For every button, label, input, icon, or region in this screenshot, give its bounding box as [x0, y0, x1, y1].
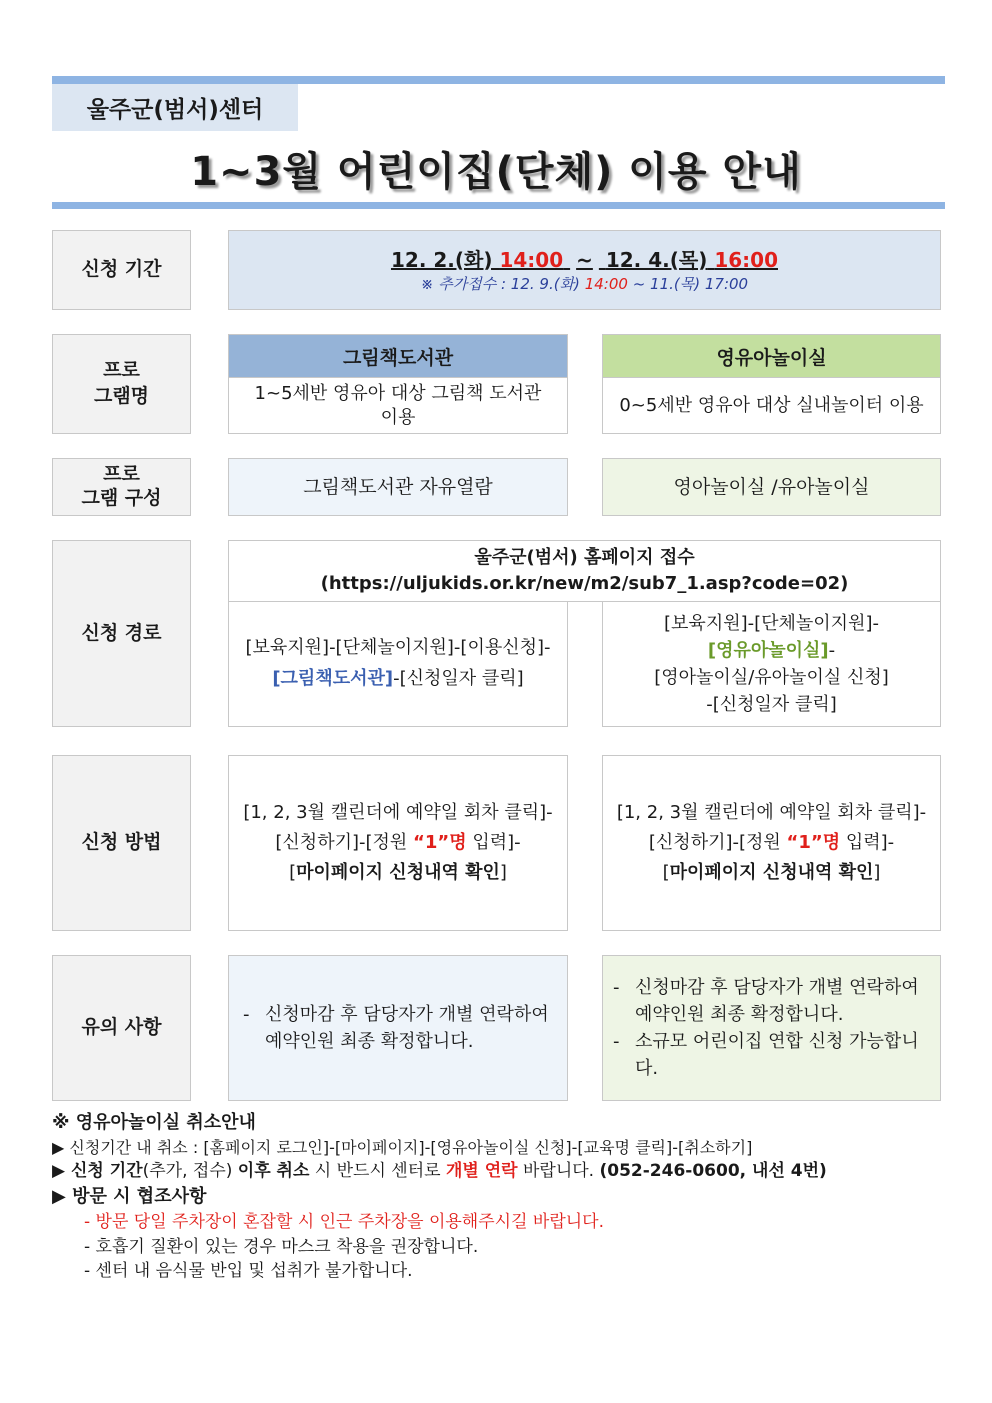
notice-playroom-box — [602, 955, 941, 1101]
period-tilde: ~ — [576, 247, 593, 272]
playroom-desc — [602, 377, 941, 434]
period-start-time: 14:00 — [499, 247, 564, 272]
cancel-heading: ※ 영유아놀이실 취소안내 — [52, 1112, 256, 1133]
cancel-line-1: ▶ 신청기간 내 취소 : [홈페이지 로그인]-[마이페이지]-[영유아놀이실 신청]-[교육명 클릭]-[취소하기] — [52, 1138, 753, 1158]
center-name-tag: 울주군(범서)센터 — [52, 84, 298, 131]
playroom-config — [602, 458, 941, 516]
page-title: 1~3월 어린이집(단체) 이용 안내 — [190, 149, 802, 195]
method-library-line1: [1, 2, 3월 캘린더에 예약일 회차 클릭]- — [243, 802, 553, 824]
top-accent-bar — [52, 76, 945, 84]
route-homepage-title: 울주군(범서) 홈페이지 접수 — [474, 546, 695, 568]
cancel-line-2-a: ▶ 신청 기간 — [52, 1161, 143, 1182]
playroom-desc-text: 0~5세반 영유아 대상 실내놀이터 이용 — [619, 394, 924, 416]
playroom-header: 영유아놀이실 — [602, 334, 941, 378]
period-end-date: 12. 4.(목) — [605, 247, 708, 272]
period-extra — [421, 274, 748, 295]
cancel-line-2-d: 시 반드시 센터로 — [309, 1161, 446, 1182]
library-desc — [228, 377, 568, 434]
cancel-line-2-f: 바랍니다. — [517, 1161, 600, 1182]
visit-item-food: - 센터 내 음식물 반입 및 섭취가 불가합니다. — [84, 1261, 413, 1282]
library-header: 그림책도서관 — [228, 334, 568, 378]
notice-dash: - — [613, 1031, 620, 1052]
route-library-rest: -[신청일자 클릭] — [393, 668, 524, 689]
visit-item-mask: - 호흡기 질환이 있는 경우 마스크 착용을 권장합니다. — [84, 1236, 479, 1257]
cancel-line-2 — [52, 1159, 952, 1184]
route-playroom-line3: [영아놀이실/유아놀이실 신청] — [654, 667, 889, 688]
cancel-line-2-b: (추가, 접수) — [142, 1161, 238, 1182]
visit-list — [52, 1210, 952, 1284]
period-end-time: 16:00 — [714, 247, 778, 272]
method-playroom-line3-pre: [ — [662, 861, 670, 883]
method-library-line2-post: 입력]- — [466, 832, 521, 854]
period-extra-prefix: ※ 추가접수 : 12. 9.(화) — [420, 274, 580, 293]
notice-library-item — [243, 1001, 557, 1055]
visit-item-parking: - 방문 당일 주차장이 혼잡할 시 인근 주차장을 이용해주시길 바랍니다. — [84, 1212, 604, 1233]
program-config-label: 프로 그램 구성 — [52, 458, 191, 516]
method-library-line2-pre: [신청하기]-[정원 — [275, 832, 414, 854]
route-label: 신청 경로 — [52, 540, 191, 727]
notice-playroom-text-2: 소규모 어린이집 연합 신청 가능합니다. — [635, 1031, 919, 1079]
notice-library-text: 신청마감 후 담당자가 개별 연락하여 예약인원 최종 확정합니다. — [265, 1004, 549, 1052]
notice-dash: - — [613, 977, 620, 998]
route-library-line2 — [272, 664, 523, 695]
notice-label: 유의 사항 — [52, 955, 191, 1101]
method-library-box — [228, 755, 568, 931]
cancel-line-2-e: 개별 연락 — [445, 1161, 518, 1182]
route-playroom-highlight: [영유아놀이실] — [707, 640, 829, 661]
route-homepage-box — [228, 540, 941, 602]
method-playroom-line2-pre: [신청하기]-[정원 — [648, 832, 787, 854]
route-playroom-line2 — [708, 637, 835, 664]
notice-library-box — [228, 955, 568, 1101]
method-library-count: “1”명 — [413, 832, 467, 854]
period-box — [228, 230, 941, 310]
method-playroom-mypage: 마이페이지 신청내역 확인 — [669, 861, 874, 883]
method-library-mypage: 마이페이지 신청내역 확인 — [296, 861, 500, 883]
method-playroom-box — [602, 755, 941, 931]
notice-playroom-item — [613, 974, 932, 1028]
method-playroom-line3 — [663, 858, 881, 888]
route-library-box — [228, 601, 568, 727]
route-library-line1: [보육지원]-[단체놀이지원]-[이용신청]- — [245, 637, 551, 659]
library-config-text: 그림책도서관 자유열람 — [303, 475, 493, 498]
method-playroom-line2-post: 입력]- — [840, 832, 895, 854]
method-label: 신청 방법 — [52, 755, 191, 931]
period-label: 신청 기간 — [52, 230, 191, 310]
playroom-config-text: 영아놀이실 /유아놀이실 — [673, 475, 870, 498]
period-extra-time: 14:00 — [584, 274, 628, 293]
period-main — [391, 246, 778, 274]
method-library-line2 — [275, 828, 520, 858]
route-playroom-line4: -[신청일자 클릭] — [706, 694, 837, 715]
method-playroom-line1: [1, 2, 3월 캘린더에 예약일 회차 클릭]- — [616, 802, 927, 824]
route-homepage-url: (https://uljukids.or.kr/new/m2/sub7_1.asp?code=02) — [320, 573, 849, 594]
period-start-date: 12. 2.(화) — [390, 247, 493, 272]
library-config — [228, 458, 568, 516]
method-library-line3-pre: [ — [289, 861, 297, 883]
cancel-notice — [52, 1110, 952, 1284]
period-extra-suffix: ~ 11.(목) 17:00 — [632, 274, 749, 293]
method-playroom-count: “1”명 — [786, 832, 841, 854]
library-desc-text: 1~5세반 영유아 대상 그림책 도서관 이용 — [254, 383, 542, 428]
notice-playroom-item — [613, 1028, 932, 1082]
notice-playroom-list — [613, 974, 932, 1082]
program-name-label: 프로 그램명 — [52, 334, 191, 434]
route-playroom-dash: - — [828, 640, 836, 661]
cancel-line-2-phone: (052-246-0600, 내선 4번) — [599, 1161, 827, 1182]
method-library-line3-post: ] — [499, 861, 507, 883]
method-playroom-line2 — [649, 828, 894, 858]
method-playroom-line3-post: ] — [873, 861, 881, 883]
route-playroom-line1: [보육지원]-[단체놀이지원]- — [664, 613, 879, 634]
notice-playroom-text-1: 신청마감 후 담당자가 개별 연락하여 예약인원 최종 확정합니다. — [635, 977, 919, 1025]
cancel-line-2-c: 이후 취소 — [237, 1161, 310, 1182]
route-library-highlight: [그림책도서관] — [272, 668, 394, 689]
notice-dash: - — [243, 1004, 250, 1025]
route-playroom-box — [602, 601, 941, 727]
notice-library-list — [243, 1001, 557, 1055]
title-underline-bar — [52, 202, 945, 209]
visit-heading: ▶ 방문 시 협조사항 — [52, 1185, 207, 1207]
method-library-line3 — [289, 858, 507, 888]
